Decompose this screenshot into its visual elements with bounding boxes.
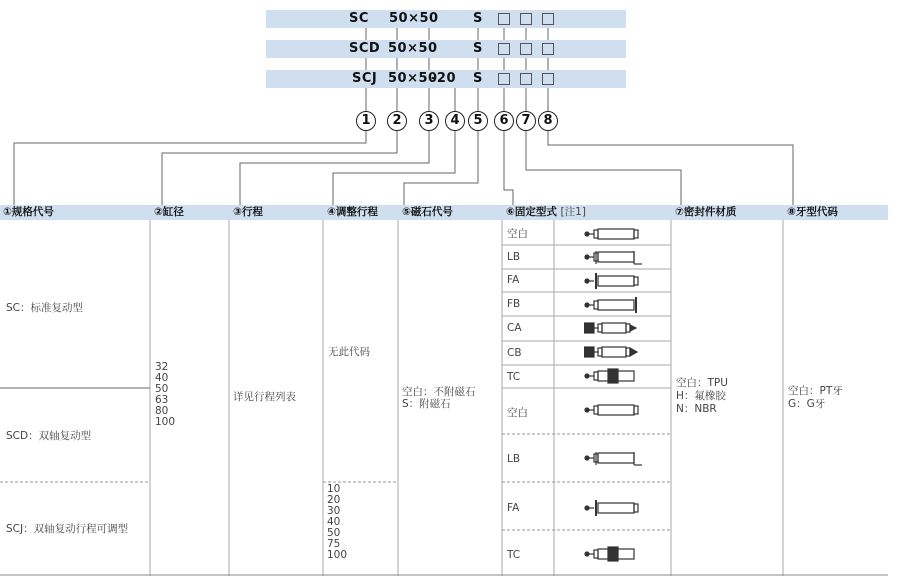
adjust-value: 100 bbox=[327, 549, 348, 561]
callout-7: 7 bbox=[516, 111, 536, 131]
mount-code: LB bbox=[507, 453, 521, 465]
bore-value: 50 bbox=[155, 383, 169, 395]
bore-value: 80 bbox=[155, 405, 169, 417]
cylinder-rear-flange-icon bbox=[584, 297, 644, 313]
magnet-none: 空白：不附磁石 bbox=[402, 386, 476, 398]
code-magnet-scj: S bbox=[473, 71, 483, 86]
bore-value: 32 bbox=[155, 361, 169, 373]
mount-code: FA bbox=[507, 274, 520, 286]
code-prefix-scj: SCJ bbox=[352, 71, 378, 86]
callout-4: 4 bbox=[445, 111, 465, 131]
bore-value: 40 bbox=[155, 372, 169, 384]
seal-nbr: N：NBR bbox=[676, 403, 717, 415]
header-mount-label: ⑥固定型式 bbox=[506, 206, 557, 218]
code-bore-scd: 50×50 bbox=[388, 41, 438, 56]
cylinder-basic-icon bbox=[584, 227, 644, 241]
header-magnet: ⑤磁石代号 bbox=[402, 206, 453, 218]
code-bore-scj: 50×50 bbox=[388, 71, 438, 86]
header-spec: ①规格代号 bbox=[3, 206, 54, 218]
code-bore-sc: 50×50 bbox=[389, 11, 439, 26]
seal-fkm: H：氟橡胶 bbox=[676, 390, 726, 402]
adjust-none: 无此代码 bbox=[328, 346, 370, 358]
header-bore: ②缸径 bbox=[154, 206, 184, 218]
mount-code: FB bbox=[507, 298, 521, 310]
adjust-value: 30 bbox=[327, 505, 341, 517]
cylinder-front-flange-icon bbox=[584, 500, 644, 516]
thread-g: G：G牙 bbox=[788, 398, 826, 410]
header-mount-note: [注1] bbox=[560, 206, 586, 218]
mount-code: FA bbox=[507, 502, 520, 514]
code-magnet-sc: S bbox=[473, 11, 483, 26]
header-adjust: ④调整行程 bbox=[327, 206, 378, 218]
mount-code: CB bbox=[507, 347, 522, 359]
cylinder-front-flange-icon bbox=[584, 273, 644, 289]
header-thread: ⑧牙型代码 bbox=[787, 206, 838, 218]
code-adj-scj: -20 bbox=[431, 71, 456, 86]
mount-code: LB bbox=[507, 251, 521, 263]
cylinder-foot-icon bbox=[584, 250, 646, 266]
bore-value: 63 bbox=[155, 394, 169, 406]
cylinder-trunnion-icon bbox=[584, 368, 644, 384]
callout-5: 5 bbox=[468, 111, 488, 131]
adjust-value: 75 bbox=[327, 538, 341, 550]
cylinder-basic-icon bbox=[584, 403, 644, 417]
mount-code: TC bbox=[507, 371, 521, 383]
callout-1: 1 bbox=[356, 111, 376, 131]
spec-sc: SC：标准复动型 bbox=[6, 302, 83, 314]
cylinder-single-clevis-icon bbox=[584, 321, 644, 335]
magnet-s: S：附磁石 bbox=[402, 398, 451, 410]
stroke-text: 详见行程列表 bbox=[233, 391, 296, 403]
code-prefix-scd: SCD bbox=[349, 41, 381, 56]
mount-code: 空白 bbox=[507, 407, 528, 419]
adjust-value: 40 bbox=[327, 516, 341, 528]
seal-tpu: 空白：TPU bbox=[676, 377, 728, 389]
code-prefix-sc: SC bbox=[349, 11, 369, 26]
mount-code: CA bbox=[507, 322, 522, 334]
bore-list bbox=[155, 362, 175, 428]
cylinder-double-clevis-icon bbox=[584, 345, 644, 359]
callout-6: 6 bbox=[494, 111, 514, 131]
adjust-value: 50 bbox=[327, 527, 341, 539]
adjust-list bbox=[327, 484, 347, 561]
adjust-value: 20 bbox=[327, 494, 341, 506]
cylinder-foot-icon bbox=[584, 451, 646, 467]
callout-2: 2 bbox=[387, 111, 407, 131]
callout-3: 3 bbox=[419, 111, 439, 131]
thread-pt: 空白：PT牙 bbox=[788, 385, 843, 397]
header-mount bbox=[503, 205, 586, 220]
callout-8: 8 bbox=[538, 111, 558, 131]
mount-code: TC bbox=[507, 549, 521, 561]
header-stroke: ③行程 bbox=[233, 206, 263, 218]
header-seal: ⑦密封件材质 bbox=[675, 206, 737, 218]
code-magnet-scd: S bbox=[473, 41, 483, 56]
spec-scd: SCD：双轴复动型 bbox=[6, 430, 92, 442]
adjust-value: 10 bbox=[327, 483, 341, 495]
mount-code: 空白 bbox=[507, 228, 528, 240]
spec-scj: SCJ：双轴复动行程可调型 bbox=[6, 523, 129, 535]
bore-value: 100 bbox=[155, 416, 176, 428]
cylinder-trunnion-icon bbox=[584, 546, 644, 562]
